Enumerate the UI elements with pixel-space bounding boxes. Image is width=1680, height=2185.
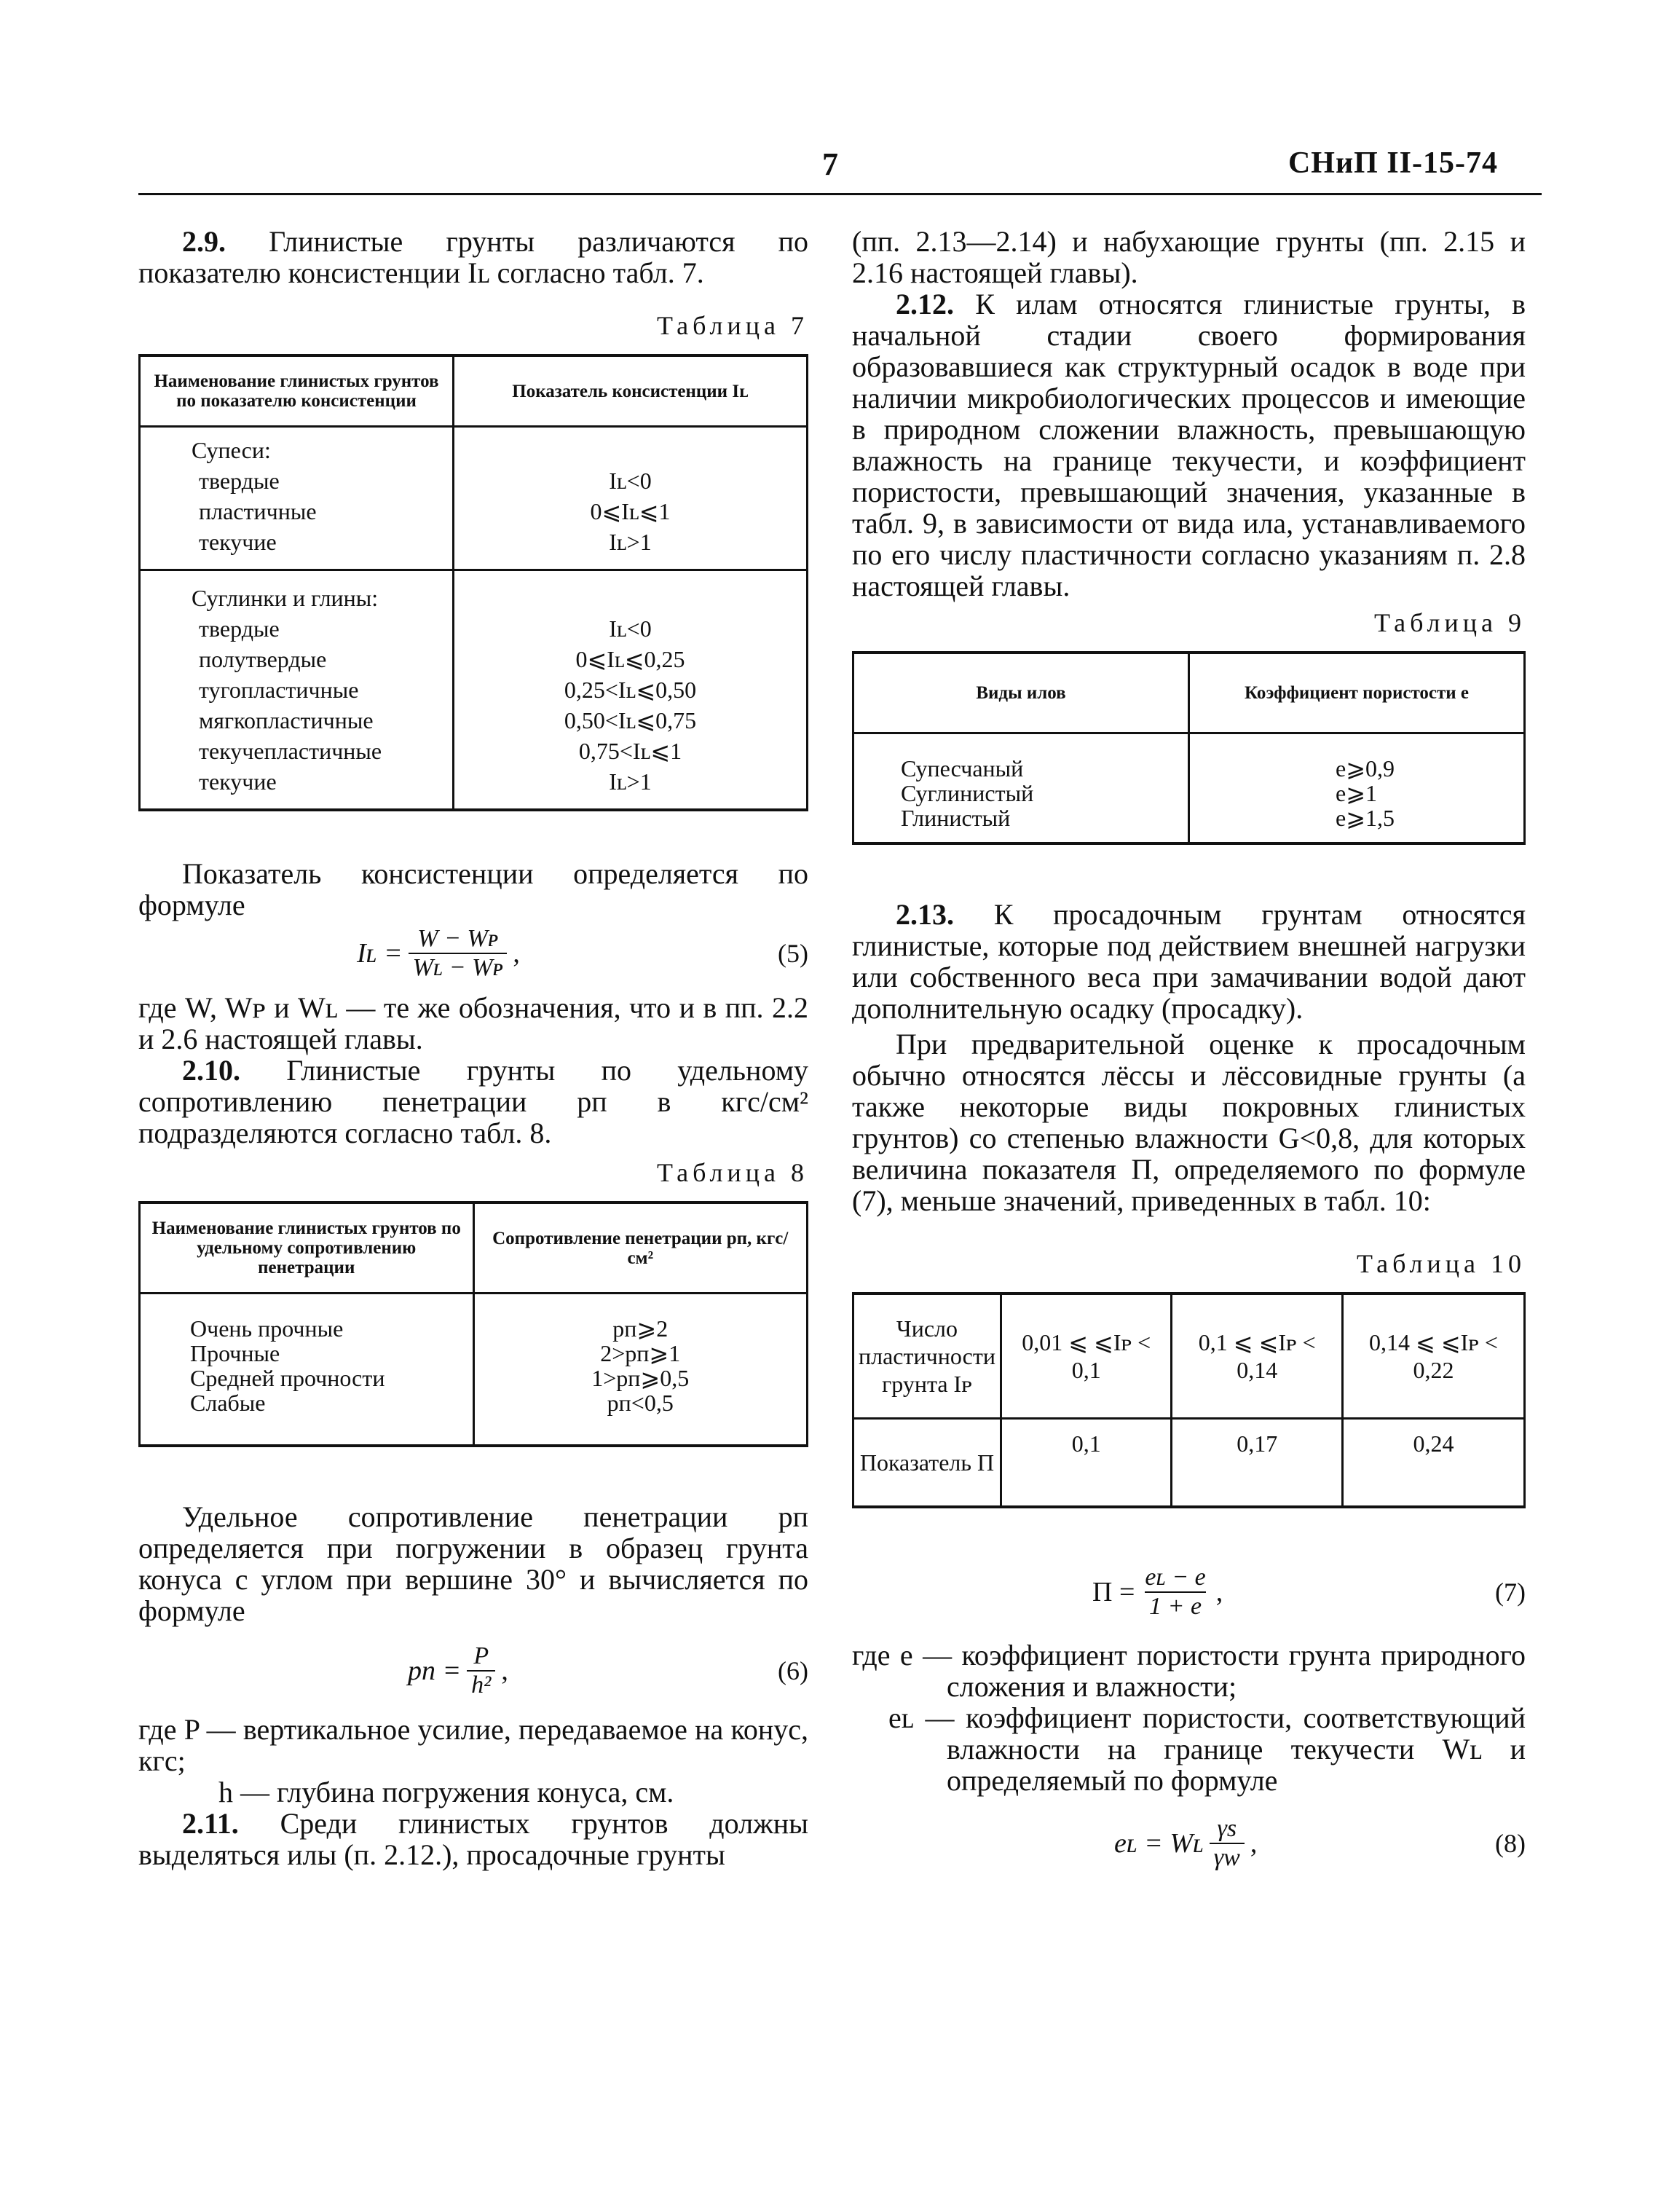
formula-number: (7): [1495, 1578, 1526, 1607]
table-10-row-1-header: Число пластичности грунта Iᴘ: [853, 1294, 1001, 1419]
paragraph-number: 2.9.: [182, 225, 226, 258]
table-8-header-name: Наименование глинистых грунтов по удельному сопротивлению пенетрации: [140, 1202, 474, 1294]
table-7-header-name: Наименование глинистых грунтов по показателю консистенции: [140, 355, 454, 427]
table-cell: pп<0,5: [607, 1390, 674, 1416]
paragraph-number: 2.13.: [896, 898, 954, 931]
table-7-group-2-values: [453, 570, 807, 811]
table-cell: пластичные: [199, 498, 317, 524]
formula-number: (5): [778, 939, 808, 968]
right-column: [852, 226, 1526, 1876]
table-8-values: [473, 1294, 808, 1446]
paragraph-2-13: [852, 899, 1526, 1024]
formula-lhs: Iʟ =: [357, 938, 403, 969]
paragraph-text: Среди глинистых грунтов должны выделяться илы (п. 2.12.), просадочные грунты: [138, 1807, 809, 1871]
paragraph-2-10: [138, 1055, 808, 1149]
paragraph-text: К просадочным грунтам относятся глинистые, которые под действием внешней нагрузки или собственного веса при замачивании водой дают дополнительную осадку (просадку).: [852, 898, 1526, 1025]
header-rule: [138, 193, 1542, 195]
formula-7-where-2: [852, 1702, 1526, 1796]
paragraph-number: 2.12.: [896, 288, 954, 320]
paragraph-2-13-b: При предварительной оценке к просадочным обычно относятся лёссы и лёссовидные грунты (а также некоторые виды покровных глинистых грунтов) со степенью влажности G<0,8, для которых величина показателя П, определяемого по формуле (7), меньше значений, приведенных в табл. 10:: [852, 1028, 1526, 1217]
formula-numerator: W − Wᴘ: [417, 925, 498, 952]
table-cell: 0,1: [1001, 1419, 1172, 1508]
formula-denominator: 1 + e: [1145, 1591, 1206, 1621]
table-cell: текучие: [199, 529, 277, 555]
table-cell: 0⩽Iʟ⩽0,25: [575, 646, 685, 672]
table-cell: полутвердые: [199, 646, 327, 672]
table-8-caption: Таблица 8: [657, 1158, 808, 1187]
table-cell: Слабые: [190, 1390, 266, 1416]
table-cell: 0,01 ⩽ ⩽Iᴘ < 0,1: [1001, 1294, 1172, 1419]
definition-text: глубина погружения конуса, см.: [277, 1776, 674, 1808]
formula-6-where-1: [138, 1714, 808, 1776]
table-cell: Супесчаный: [901, 755, 1024, 782]
formula-numerator: eʟ − e: [1145, 1564, 1206, 1591]
table-8-header-value: Сопротивление пенетрации pп, кгс/см²: [473, 1202, 808, 1294]
paragraph-text: Глинистые грунты по удельному сопротивлению пенетрации pп в кгс/см² подразделяются согласно табл. 8.: [138, 1054, 809, 1149]
table-9: [852, 651, 1526, 845]
formula-tail: ,: [1215, 1577, 1223, 1607]
formula-numerator: P: [473, 1642, 489, 1669]
paragraph-text: Глинистые грунты различаются по показателю консистенции Iʟ согласно табл. 7.: [138, 225, 809, 289]
table-7-caption: Таблица 7: [657, 311, 808, 340]
table-cell: твердые: [199, 615, 280, 642]
table-7-group-2-names: [140, 570, 454, 811]
table-cell: Iʟ>1: [609, 768, 652, 795]
table-cell: 0,25<Iʟ⩽0,50: [564, 677, 697, 703]
formula-tail: ,: [501, 1656, 508, 1686]
table-cell: тугопластичные: [199, 677, 359, 703]
formula-denominator: h²: [467, 1670, 495, 1699]
table-cell: 0⩽Iʟ⩽1: [590, 498, 671, 524]
table-7-header-value: Показатель консистенции Iʟ: [453, 355, 807, 427]
formula-6: [138, 1638, 808, 1704]
table-cell: 1>pп⩾0,5: [591, 1365, 690, 1391]
table-9-caption: Таблица 9: [1374, 608, 1526, 637]
formula-number: (8): [1495, 1829, 1526, 1858]
table-cell: твердые: [199, 468, 280, 494]
table-8: [138, 1201, 808, 1447]
table-9-header-name: Виды илов: [853, 653, 1189, 733]
table-cell: 0,75<Iʟ⩽1: [578, 738, 682, 764]
formula-numerator: γs: [1217, 1815, 1237, 1842]
formula-8: [852, 1811, 1526, 1876]
formula-lhs: eʟ = Wʟ: [1114, 1828, 1204, 1859]
table-cell: 0,14 ⩽ ⩽Iᴘ < 0,22: [1342, 1294, 1524, 1419]
formula-number: (6): [778, 1656, 808, 1685]
table-8-names: [140, 1294, 474, 1446]
table-9-values: [1189, 733, 1525, 844]
definition-symbol: где e —: [852, 1639, 953, 1672]
table-cell: 0,24: [1342, 1419, 1524, 1508]
table-cell: текучепластичные: [199, 738, 382, 764]
table-10-row-2-header: Показатель П: [853, 1419, 1001, 1508]
table-10-caption: Таблица 10: [1357, 1249, 1526, 1278]
paragraph-text: К илам относятся глинистые грунты, в начальной стадии своего формирования образовавшиеся как структурный осадок в воде при наличии микробиологических процессов и имеющие в природном сложении влажность, превышающую влажность на границе текучести, и коэффициент пористости, превышающий значения, указанные в табл. 9, в зависимости от вида ила, устанавливаемого по его числу пластичности согласно указаниям п. 2.8 настоящей главы.: [852, 288, 1526, 602]
table-cell: Очень прочные: [190, 1315, 344, 1342]
table-cell: e⩾1: [1336, 780, 1378, 806]
formula-denominator: γw: [1210, 1843, 1245, 1872]
table-cell: e⩾0,9: [1336, 755, 1395, 782]
formula-tail: ,: [513, 938, 520, 969]
table-cell: Прочные: [190, 1340, 280, 1366]
table-7-group-1-values: [453, 427, 807, 570]
table-cell: Iʟ>1: [609, 529, 652, 555]
paragraph-2-12: [852, 288, 1526, 602]
formula-5-where: где W, Wᴘ и Wʟ — те же обозначения, что и в пп. 2.2 и 2.6 настоящей главы.: [138, 991, 808, 1055]
formula-lhs: pп =: [408, 1656, 462, 1686]
table-cell: 2>pп⩾1: [600, 1340, 681, 1366]
definition-symbol: h —: [218, 1776, 269, 1808]
formula-6-where-2: [138, 1776, 808, 1808]
table-cell: Суглинистый: [901, 780, 1034, 806]
table-cell: Глинистый: [901, 805, 1011, 831]
left-column: [138, 226, 808, 1870]
paragraph-number: 2.11.: [182, 1807, 239, 1840]
formula-7-where-1: [852, 1639, 1526, 1702]
definition-symbol: eʟ —: [888, 1701, 955, 1734]
definition-symbol: где P —: [138, 1713, 236, 1746]
table-cell: Средней прочности: [190, 1365, 385, 1391]
formula-7: [852, 1559, 1526, 1625]
table-9-header-value: Коэффициент пористости e: [1189, 653, 1525, 733]
definition-text: коэффициент пористости, соответствующий влажности на границе текучести Wʟ и определяемый по формуле: [947, 1701, 1526, 1797]
table-cell: e⩾1,5: [1336, 805, 1395, 831]
formula-denominator: Wʟ − Wᴘ: [409, 953, 508, 982]
paragraph-number: 2.10.: [182, 1054, 240, 1087]
definition-text: коэффициент пористости грунта природного сложения и влажности;: [947, 1639, 1526, 1703]
document-code: СНиП II-15-74: [1287, 146, 1498, 180]
formula-5: [138, 921, 808, 986]
formula-lhs: П =: [1092, 1577, 1135, 1607]
table-9-names: [853, 733, 1189, 844]
table-cell: pп⩾2: [612, 1315, 669, 1342]
table-cell: 0,50<Iʟ⩽0,75: [564, 707, 697, 733]
table-7: [138, 354, 808, 811]
table-10: [852, 1292, 1526, 1508]
table-cell: 0,17: [1172, 1419, 1343, 1508]
definition-text: вертикальное усилие, передаваемое на конус, кгс;: [138, 1713, 809, 1777]
paragraph-2-11: [138, 1808, 808, 1870]
table-cell: текучие: [199, 768, 277, 795]
table-7-group-1-names: [140, 427, 454, 570]
page-number: 7: [822, 146, 838, 182]
paragraph-2-11-continued: (пп. 2.13—2.14) и набухающие грунты (пп. 2.15 и 2.16 настоящей главы).: [852, 225, 1526, 289]
table-cell: 0,1 ⩽ ⩽Iᴘ < 0,14: [1172, 1294, 1343, 1419]
group-title: Суглинки и глины:: [192, 585, 379, 611]
table-cell: Iʟ<0: [609, 468, 652, 494]
table-cell: мягкопластичные: [199, 707, 374, 733]
table-cell: Iʟ<0: [609, 615, 652, 642]
formula-6-intro: Удельное сопротивление пенетрации pп определяется при погружении в образец грунта конуса с углом при вершине 30° и вычисляется по формуле: [138, 1500, 808, 1627]
formula-5-intro: Показатель консистенции определяется по формуле: [138, 857, 808, 921]
paragraph-2-9: [138, 226, 808, 288]
formula-tail: ,: [1250, 1828, 1258, 1859]
group-title: Супеси:: [192, 437, 271, 463]
